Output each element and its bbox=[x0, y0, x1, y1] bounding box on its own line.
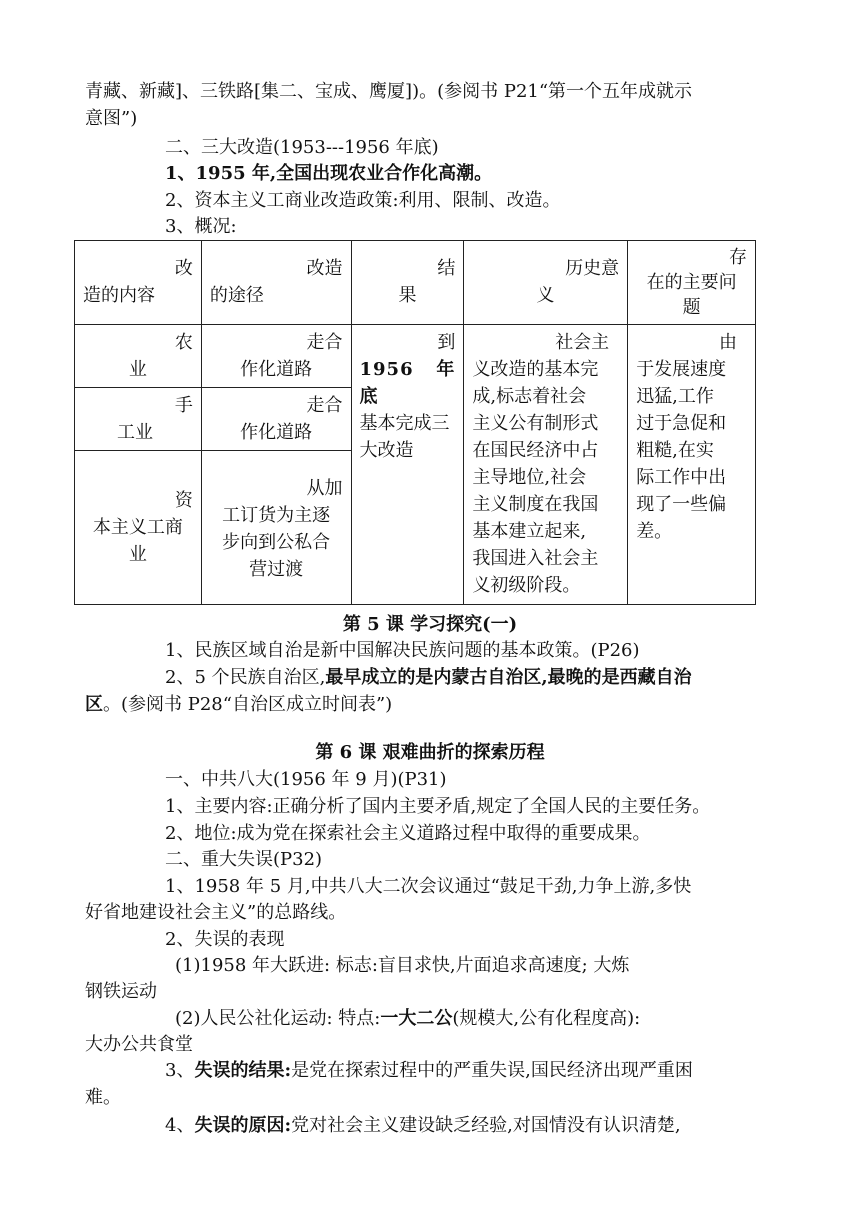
paragraph: 2、5 个民族自治区,最早成立的是内蒙古自治区,最晚的是西藏自治 bbox=[165, 667, 692, 688]
section-heading: 一、中共八大(1956 年 9 月)(P31) bbox=[165, 769, 447, 790]
paragraph: 1、民族区域自治是新中国解决民族问题的基本政策。(P26) bbox=[165, 640, 640, 661]
list-item: 2、地位:成为党在探索社会主义道路过程中取得的重要成果。 bbox=[165, 823, 651, 844]
text-line: 意图”) bbox=[85, 108, 138, 129]
list-item: (1)1958 年大跃进: 标志:盲目求快,片面追求高速度; 大炼 bbox=[175, 955, 630, 976]
table-cell-result: 到 1956 年底 基本完成三 大改造 bbox=[351, 325, 464, 605]
table-cell: 资 本主义工商 业 bbox=[75, 451, 202, 605]
list-item: 1、1958 年 5 月,中共八大二次会议通过“鼓足干劲,力争上游,多快 bbox=[165, 876, 692, 897]
reform-overview-table bbox=[74, 240, 756, 605]
table-row bbox=[75, 325, 756, 388]
lesson-title: 第 6 课 艰难曲折的探索历程 bbox=[315, 742, 545, 763]
list-item: (2)人民公社化运动: 特点:一大二公(规模大,公有化程度高): bbox=[175, 1008, 641, 1029]
list-item: 4、失误的原因:党对社会主义建设缺乏经验,对国情没有认识清楚, bbox=[165, 1115, 681, 1136]
list-item: 2、失误的表现 bbox=[165, 929, 285, 950]
table-cell: 农 业 bbox=[75, 325, 202, 388]
list-item: 2、资本主义工商业改造政策:利用、限制、改造。 bbox=[165, 190, 561, 211]
list-item: 好省地建设社会主义”的总路线。 bbox=[85, 902, 347, 923]
list-item: 3、失误的结果:是党在探索过程中的严重失误,国民经济出现严重困 bbox=[165, 1060, 693, 1081]
list-item: 1、1955 年,全国出现农业合作化高潮。 bbox=[165, 163, 493, 184]
list-item: 难。 bbox=[85, 1087, 121, 1108]
table-header-row bbox=[75, 241, 756, 325]
section-heading: 二、重大失误(P32) bbox=[165, 849, 323, 870]
list-item: 钢铁运动 bbox=[85, 981, 157, 1002]
table-header-cell: 存 在的主要问 题 bbox=[628, 241, 756, 325]
table-cell-problems: 由 于发展速度 迅猛,工作 过于急促和 粗糙,在实 际工作中出 现了一些偏 差。 bbox=[628, 325, 756, 605]
table-header-cell: 历史意 义 bbox=[464, 241, 628, 325]
table-cell: 从加 工订货为主逐 步向到公私合 营过渡 bbox=[201, 451, 351, 605]
table-cell: 手 工业 bbox=[75, 388, 202, 451]
list-item: 大办公共食堂 bbox=[85, 1034, 193, 1055]
lesson-title: 第 5 课 学习探究(一) bbox=[342, 614, 518, 635]
table-cell: 走合 作化道路 bbox=[201, 388, 351, 451]
list-item: 1、主要内容:正确分析了国内主要矛盾,规定了全国人民的主要任务。 bbox=[165, 796, 711, 817]
list-item: 3、概况: bbox=[165, 216, 237, 237]
table-cell-significance: 社会主 义改造的基本完 成,标志着社会 主义公有制形式 在国民经济中占 主导地位,社会 主义制度在我国 基本建立起来, 我国进入社会主 义初级阶段。 bbox=[464, 325, 628, 605]
table-header-cell: 改 造的内容 bbox=[75, 241, 202, 325]
table-header-cell: 结 果 bbox=[351, 241, 464, 325]
section-heading: 二、三大改造(1953---1956 年底) bbox=[165, 137, 439, 158]
table-cell: 走合 作化道路 bbox=[201, 325, 351, 388]
table-header-cell: 改造 的途径 bbox=[201, 241, 351, 325]
paragraph: 区。(参阅书 P28“自治区成立时间表”) bbox=[85, 694, 393, 715]
text-line: 青藏、新藏]、三铁路[集二、宝成、鹰厦])。(参阅书 P21“第一个五年成就示 bbox=[85, 81, 693, 102]
